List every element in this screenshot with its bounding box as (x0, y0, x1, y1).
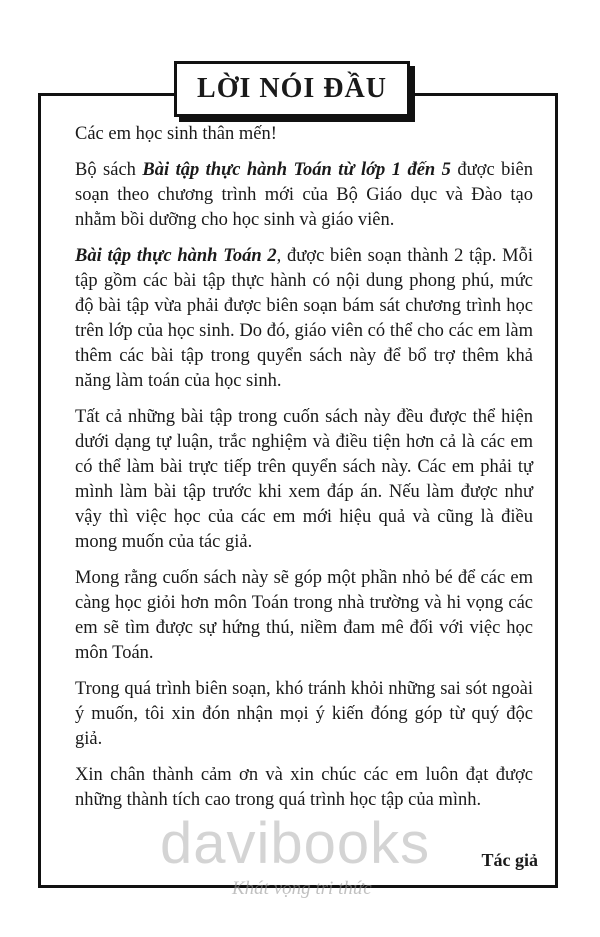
paragraph-6: Xin chân thành cảm ơn và xin chúc các em luôn đạt được những thành tích cao trong quá trình học tập của mình. (75, 765, 533, 810)
paragraph-5: Trong quá trình biên soạn, khó tránh khỏi những sai sót ngoài ý muốn, tôi xin đón nhận mọi ý kiến đóng góp từ quý độc giả. (75, 679, 533, 749)
p2-post: , được biên soạn thành 2 tập. Mỗi tập gồm các bài tập thực hành có nội dung phong phú, mức độ bài tập vừa phải được biên soạn bám sát chương trình học trên lớp của học sinh. Do đó, giáo viên có thể cho các em làm thêm các bài tập trong quyển sách này để bổ trợ thêm khả năng làm toán của học sinh. (75, 246, 534, 391)
paragraph-3: Tất cả những bài tập trong cuốn sách này đều được thể hiện dưới dạng tự luận, trắc nghiệm và điều tiện hơn cả là các em có thể làm bài trực tiếp trên quyển sách này. Các em phải tự mình làm bài tập trước khi xem đáp án. Nếu làm được như vậy thì việc học của các em mới hiệu quả và cũng là điều mong muốn của tác giả. (75, 407, 533, 552)
watermark-tagline: Khát vọng tri thức (232, 878, 372, 899)
author-signature: Tác giả (481, 850, 538, 870)
paragraph-1 (75, 158, 533, 233)
p1-series-title: Bài tập thực hành Toán từ lớp 1 đến 5 (142, 160, 451, 180)
preface-body (75, 122, 533, 824)
p1-post: được biên soạn theo chương trình mới của Bộ Giáo dục và Đào tạo nhằm bồi dưỡng cho học sinh và giáo viên. (75, 160, 533, 230)
paragraph-4: Mong rằng cuốn sách này sẽ góp một phần nhỏ bé để các em càng học giỏi hơn môn Toán trong nhà trường và hi vọng các em sẽ tìm được sự hứng thú, niềm đam mê đối với việc học môn Toán. (75, 568, 533, 663)
watermark-brand: davibooks (160, 811, 431, 876)
greeting: Các em học sinh thân mến! (75, 124, 277, 144)
paragraph-2 (75, 244, 533, 394)
p1-pre: Bộ sách (75, 160, 143, 180)
page-title: LỜI NÓI ĐẦU (197, 73, 387, 104)
p2-book-title: Bài tập thực hành Toán 2 (75, 246, 277, 266)
title-box (174, 61, 410, 117)
